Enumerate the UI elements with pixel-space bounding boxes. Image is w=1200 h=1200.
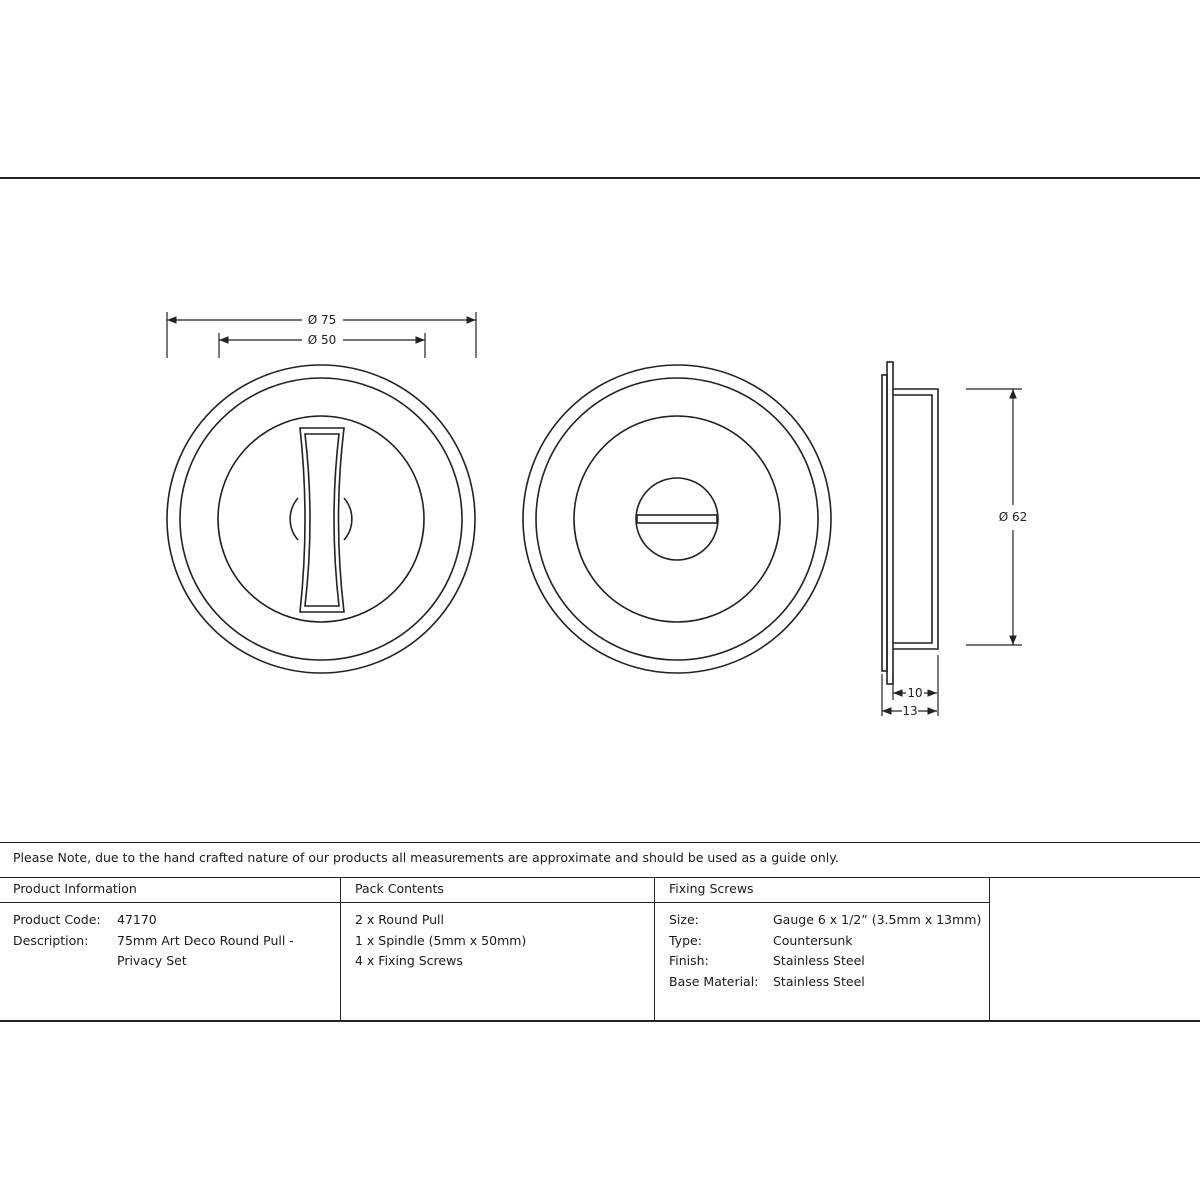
dim-label-10: 10 [907,686,923,700]
front-outer-rim-inner [180,378,462,660]
type-value: Countersunk [773,932,853,948]
front-view [167,365,475,673]
size-value: Gauge 6 x 1/2” (3.5mm x 13mm) [773,912,982,927]
fixing-screws-header: Fixing Screws [669,881,754,896]
back-view [523,365,831,673]
column-divider [654,877,655,1022]
pack-contents-list [355,910,526,972]
dim-label-inner: Ø 50 [307,333,337,347]
turn-knob-hub [344,498,352,540]
turn-knob-hub [290,498,298,540]
measurement-note: Please Note, due to the hand crafted nature of our products all measurements are approximate and should be used as a guide only. [13,850,839,865]
fixing-screws-labels [669,910,758,992]
column-divider [989,877,990,1022]
back-inner-cup [574,416,780,622]
side-body-lip [893,395,932,643]
product-info-header: Product Information [13,881,137,896]
turn-knob-handle-inner [305,434,339,606]
pack-contents-header: Pack Contents [355,881,444,896]
back-outer-rim [523,365,831,673]
divider [0,902,990,903]
front-outer-rim [167,365,475,673]
pack-item: 2 x Round Pull [355,912,445,927]
dim-label-outer: Ø 75 [307,313,337,327]
release-indicator [636,478,718,560]
dim-label-13: 13 [902,704,918,718]
base-material-value: Stainless Steel [773,973,865,989]
finish-label: Finish: [669,953,709,968]
dim-label-62: Ø 62 [998,510,1028,524]
back-outer-rim-inner [536,378,818,660]
side-view [882,362,938,684]
divider [0,842,1200,843]
type-label: Type: [669,932,702,948]
product-code-value: 47170 [117,912,157,927]
side-flange-inner [887,362,893,684]
release-slot [637,515,717,523]
finish-value: Stainless Steel [773,953,865,968]
description-value: 75mm Art Deco Round Pull - Privacy Set [117,932,294,968]
pack-item: 4 x Fixing Screws [355,953,463,968]
front-inner-cup [218,416,424,622]
product-info-labels [13,910,101,951]
product-info-values [117,910,342,972]
product-code-label: Product Code: [13,912,101,927]
size-label: Size: [669,912,699,927]
base-material-label: Base Material: [669,973,759,989]
divider [0,877,1200,878]
pack-item: 1 x Spindle (5mm x 50mm) [355,932,527,948]
description-label: Description: [13,932,89,948]
fixing-screws-values [773,910,981,992]
